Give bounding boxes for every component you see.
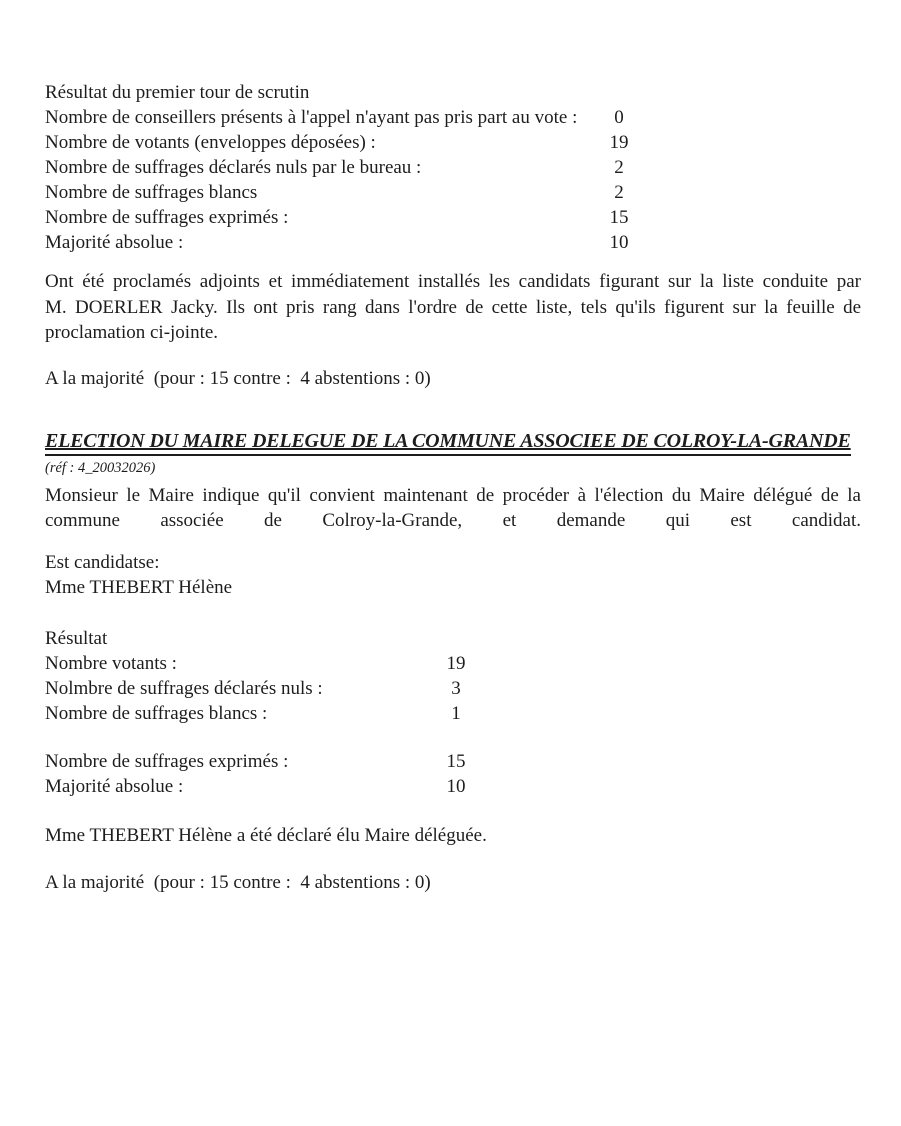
- result-heading: Résultat: [45, 627, 108, 649]
- stat-row: [45, 105, 642, 130]
- election-reference: (réf : 4_20032026): [45, 459, 156, 476]
- stat-value: 2: [614, 157, 624, 178]
- stat-row: [45, 155, 642, 180]
- stat-value: 19: [446, 652, 466, 674]
- stat-row: [45, 749, 479, 774]
- stat-row: [45, 230, 642, 255]
- paragraph-line: M. DOERLER Jacky. Ils ont pris rang dans l'ordre de cette liste, tels qu'ils figurent sur la feuille de: [45, 296, 861, 318]
- stat-label: Nombre de suffrages exprimés :: [45, 750, 289, 772]
- stat-value: 15: [446, 750, 466, 772]
- paragraph-line: Ont été proclamés adjoints et immédiatement installés les candidats figurant sur la liste conduite par: [45, 271, 861, 292]
- stat-value: 3: [451, 677, 461, 699]
- stat-label: Majorité absolue :: [45, 232, 184, 253]
- paragraph-line: Monsieur le Maire indique qu'il convient maintenant de procéder à l'élection du Maire délégué de la: [45, 484, 861, 506]
- stat-value: 1: [451, 702, 461, 724]
- stat-label: Majorité absolue :: [45, 775, 184, 797]
- stat-row: [45, 651, 479, 676]
- stat-value: 15: [609, 207, 629, 228]
- stat-label: Nombre votants :: [45, 652, 177, 674]
- stat-label: Nombre de suffrages exprimés :: [45, 207, 289, 228]
- first-round-results: [45, 80, 642, 255]
- stat-label: Nombre de suffrages déclarés nuls par le bureau :: [45, 157, 422, 178]
- proclamation-paragraph: [45, 269, 861, 346]
- stat-label: Nombre de votants (enveloppes déposées) :: [45, 132, 376, 153]
- stat-row: [45, 180, 642, 205]
- election-section: [45, 429, 861, 600]
- election-paragraph: [45, 483, 861, 534]
- election-title: ELECTION DU MAIRE DELEGUE DE LA COMMUNE ASSOCIEE DE COLROY-LA-GRANDE: [45, 429, 851, 456]
- first-round-heading: Résultat du premier tour de scrutin: [45, 82, 310, 103]
- paragraph-line: commune associée de Colroy-la-Grande, et demande qui est candidat.: [45, 510, 861, 531]
- majority-line-2: A la majorité (pour : 15 contre : 4 abstentions : 0): [45, 871, 431, 893]
- election-results: [45, 626, 479, 799]
- paragraph-line: proclamation ci-jointe.: [45, 322, 219, 343]
- stat-value: 10: [446, 775, 466, 797]
- declaration-line: Mme THEBERT Hélène a été déclaré élu Maire déléguée.: [45, 824, 487, 846]
- stat-value: 10: [609, 232, 629, 253]
- candidate-intro: Est candidatse:: [45, 551, 160, 573]
- candidate-name: Mme THEBERT Hélène: [45, 576, 233, 598]
- majority-line-1: A la majorité (pour : 15 contre : 4 abstentions : 0): [45, 367, 431, 389]
- stat-label: Nombre de suffrages blancs :: [45, 702, 268, 724]
- stat-label: Nolmbre de suffrages déclarés nuls :: [45, 677, 323, 699]
- stat-row: [45, 130, 642, 155]
- stat-row: [45, 701, 479, 726]
- stat-label: Nombre de suffrages blancs: [45, 182, 258, 203]
- stat-value: 2: [614, 182, 624, 203]
- stat-value: 19: [609, 132, 629, 153]
- stat-row: [45, 774, 479, 799]
- stat-row: [45, 676, 479, 701]
- stat-label: Nombre de conseillers présents à l'appel n'ayant pas pris part au vote :: [45, 107, 578, 128]
- stat-row: [45, 205, 642, 230]
- stat-value: 0: [614, 107, 624, 128]
